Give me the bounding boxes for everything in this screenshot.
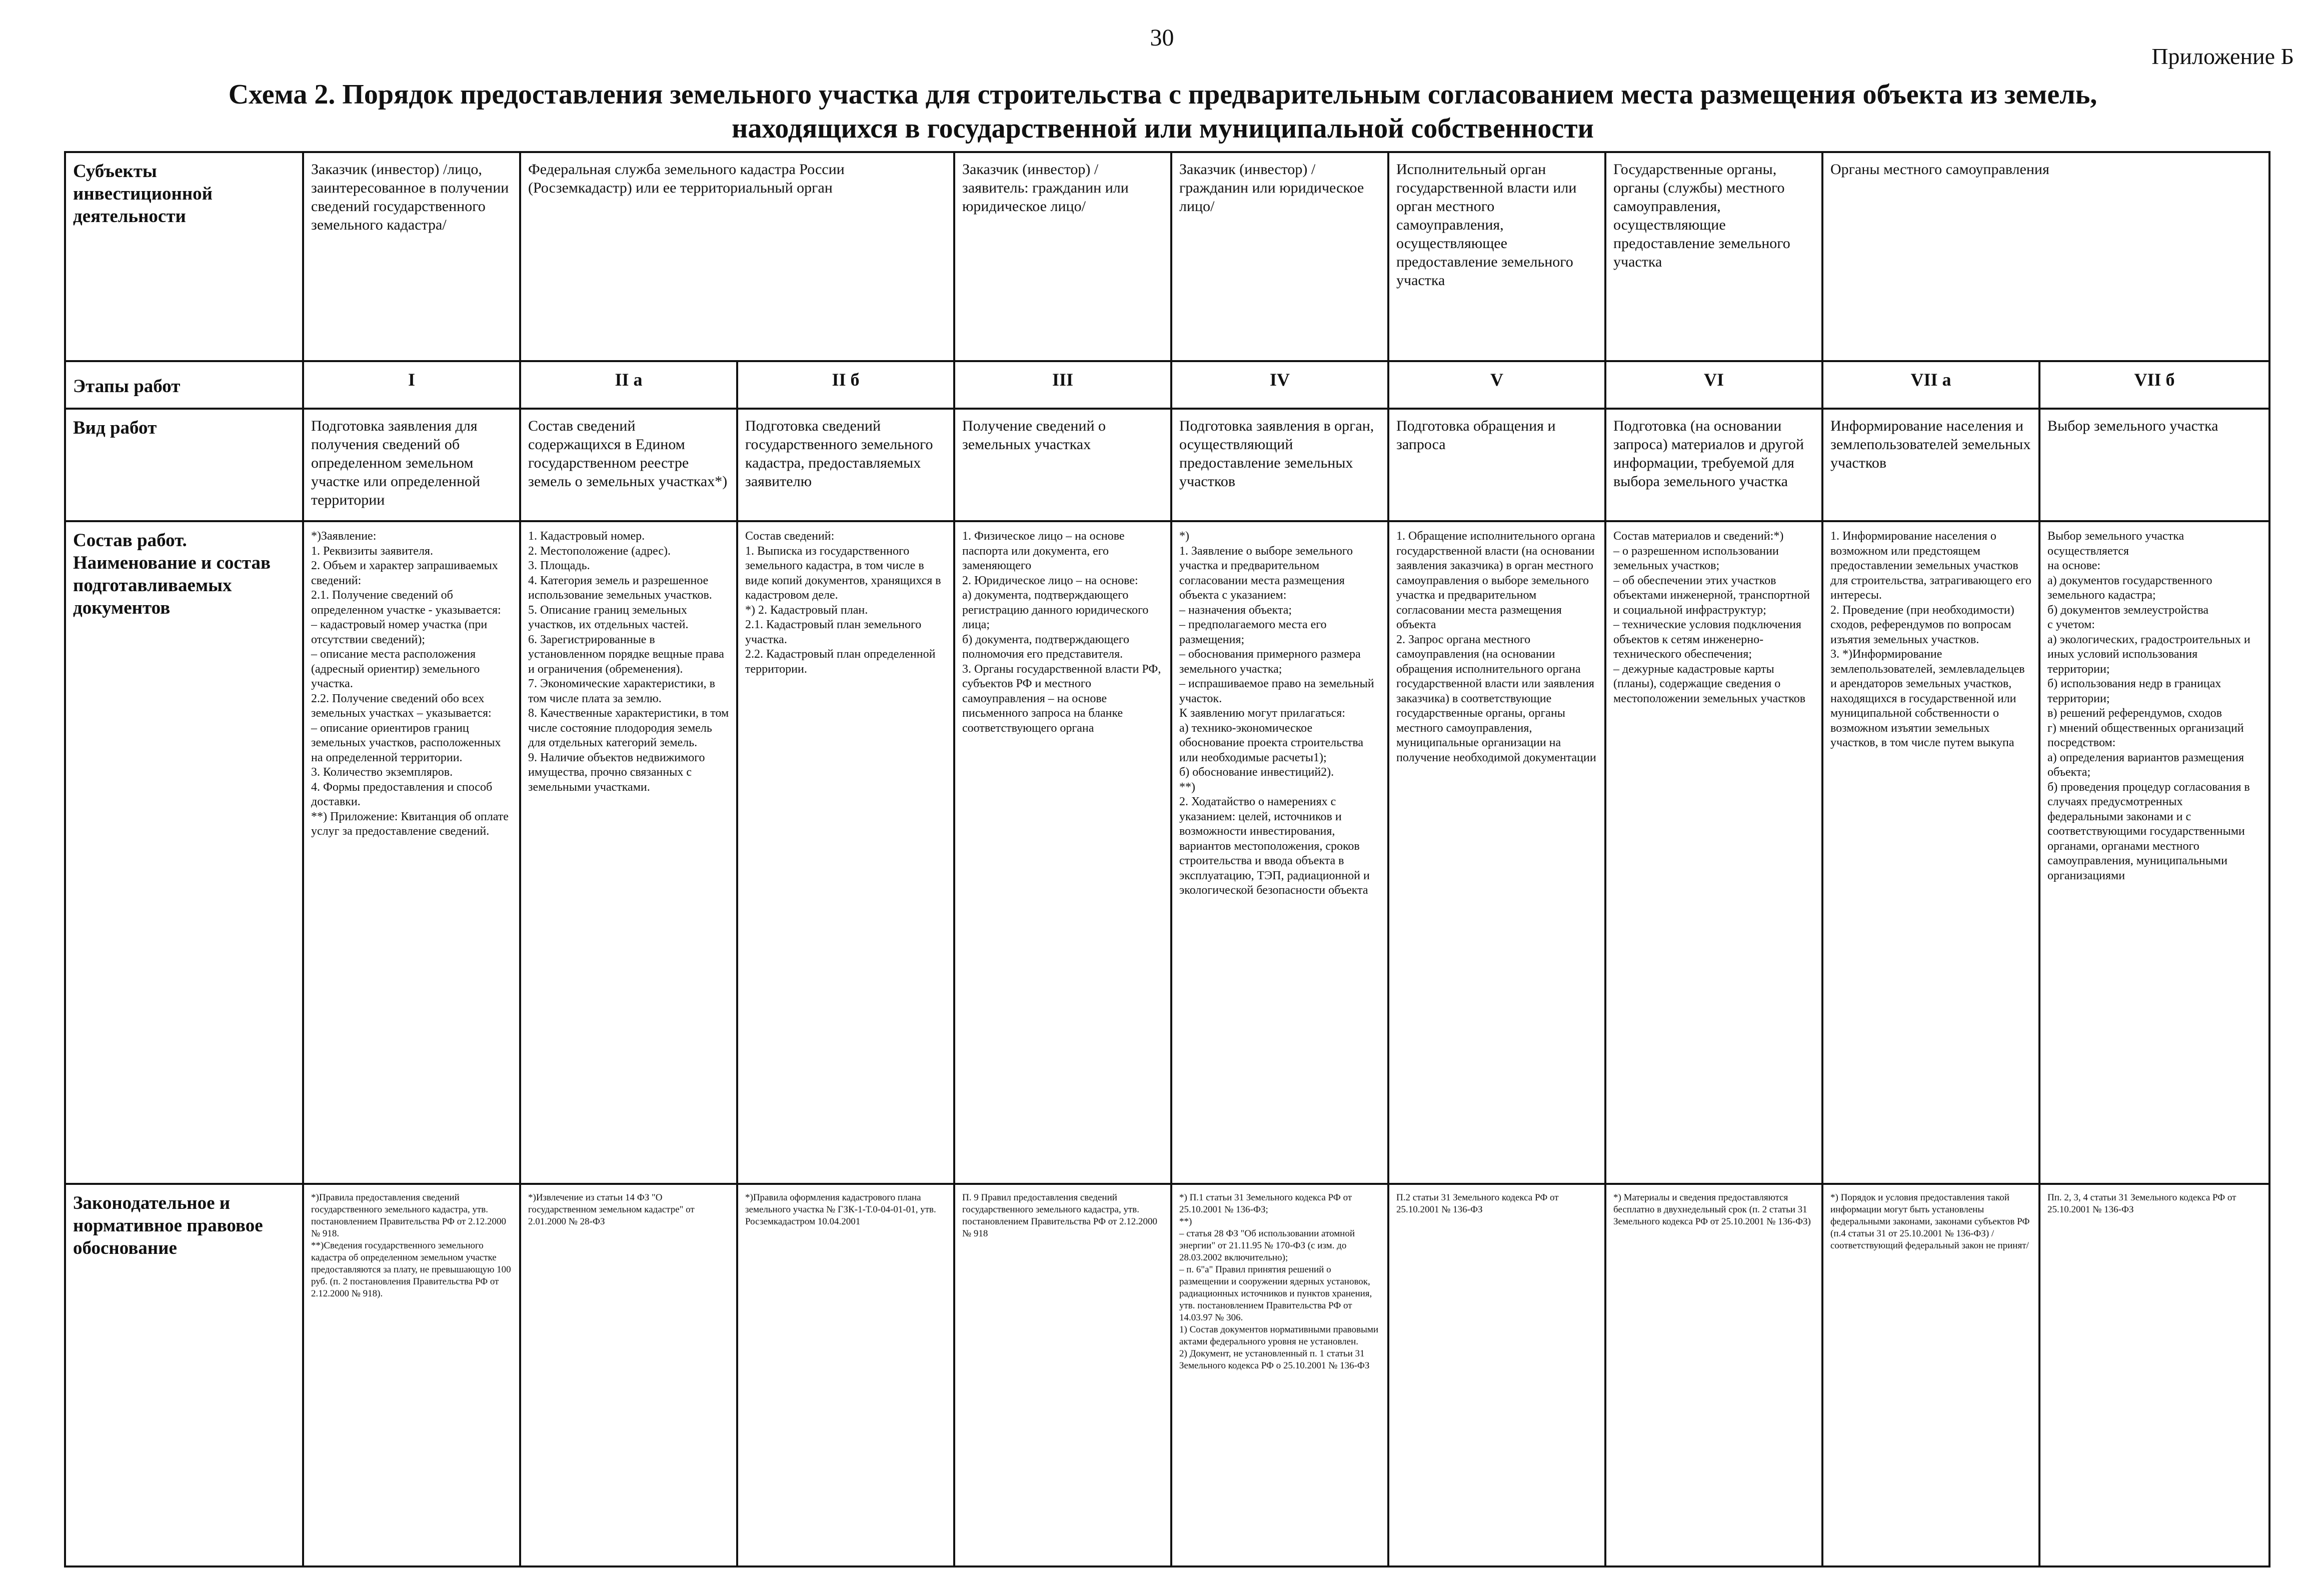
composition-item: а) документа, подтверждающего регистрацию данного юридического лица; — [962, 589, 1149, 631]
title-line-1: Схема 2. Порядок предоставления земельного участка для строительства с предварительным согласованием места размещения объекта из земель, — [228, 79, 2097, 110]
legal-item: **) — [1179, 1216, 1192, 1227]
composition-cell-3 — [737, 521, 954, 1184]
composition-row — [65, 521, 2269, 1184]
composition-item: г) мнений общественных организаций — [2047, 721, 2244, 735]
stage-cell: VII б — [2039, 361, 2269, 409]
composition-cell-6 — [1388, 521, 1605, 1184]
legal-item: *) Порядок и условия предоставления такой информации могут быть установлены федеральными законами, законами субъектов РФ (п.4 статьи 31 от 25.10.2001 № 136-ФЗ) /соответствующий федеральный закон не принят/ — [1830, 1192, 2030, 1251]
stage-cell: IV — [1171, 361, 1388, 409]
legal-cell-9 — [2039, 1184, 2269, 1566]
composition-item: 2. Объем и характер запрашиваемых сведений: — [311, 559, 498, 587]
work-type-cell: Получение сведений о земельных участках — [954, 409, 1171, 521]
legal-cell-7 — [1605, 1184, 1822, 1566]
subject-rosznemkadastr: Федеральная служба земельного кадастра России (Росземкадастр) или ее территориальный орган — [520, 152, 954, 361]
legal-cell-4 — [954, 1184, 1171, 1566]
scheme-table — [64, 151, 2270, 1567]
page-number: 30 — [1150, 25, 1174, 51]
composition-item: 4. Категория земель и разрешенное использование земельных участков. — [528, 574, 712, 602]
composition-item: 3. Количество экземпляров. — [311, 766, 453, 779]
composition-item: – предполагаемого места его размещения; — [1179, 618, 1327, 646]
composition-item: *)Заявление: — [311, 530, 377, 543]
composition-item: – об обеспечении этих участков объектами инженерной, транспортной и социальной инфраструктур; — [1613, 574, 1810, 617]
stage-cell: VI — [1605, 361, 1822, 409]
composition-item: *) — [1179, 530, 1189, 543]
composition-item: 2.1. Кадастровый план земельного участка. — [745, 618, 922, 646]
subject-executive-body: Исполнительный орган государственной власти или орган местного самоуправления, осуществляющее предоставление земельного участка — [1388, 152, 1605, 361]
composition-item: 1. Информирование населения о возможном или предстоящем предоставлении земельных участков для строительства, затрагивающего его интересы. — [1830, 530, 2031, 602]
legal-item: *) Материалы и сведения предоставляются бесплатно в двухнедельный срок (п. 2 статьи 31 Земельного кодекса РФ от 25.10.2001 № 136-ФЗ) — [1613, 1192, 1811, 1227]
legal-cell-8 — [1822, 1184, 2039, 1566]
work-type-cell: Информирование населения и землепользователей земельных участков — [1822, 409, 2039, 521]
composition-item: 2. Ходатайство о намерениях с указанием: целей, источников и возможности инвестирования, вариантов местоположения, сроков строительства и ввода объекта в эксплуатацию, ТЭП, радиационной и экологической безопасности объекта — [1179, 795, 1370, 897]
composition-item: – о разрешенном использовании земельных участков; — [1613, 544, 1779, 572]
legal-item: *)Правила предоставления сведений государственного земельного кадастра, утв. постановлением Правительства РФ от 2.12.2000 № 918. — [311, 1192, 507, 1239]
composition-cell-7 — [1605, 521, 1822, 1184]
composition-item: 2. Проведение (при необходимости) сходов, референдумов по вопросам изъятия земельных участков. — [1830, 603, 2014, 646]
work-type-cell: Выбор земельного участка — [2039, 409, 2269, 521]
subject-customer-4: Заказчик (инвестор) /гражданин или юридическое лицо/ — [1171, 152, 1388, 361]
composition-item: 2.1. Получение сведений об определенном участке - указывается: — [311, 589, 501, 617]
legal-cell-3 — [737, 1184, 954, 1566]
composition-cell-4 — [954, 521, 1171, 1184]
composition-item: **) Приложение: Квитанция об оплате услуг за предоставление сведений. — [311, 810, 509, 838]
work-type-row — [65, 409, 2269, 521]
composition-item: – описание места расположения (адресный ориентир) земельного участка. — [311, 648, 480, 690]
legal-item: *)Правила оформления кадастрового плана земельного участка № ГЗК-1-Т.0-04-01-01, утв. Росземкадастром 10.04.2001 — [745, 1192, 936, 1227]
stage-cell: II а — [520, 361, 737, 409]
composition-item: 3. *)Информирование землепользователей, землевладельцев и арендаторов земельных участков, находящихся в государственной или муниципальной собственности о возможном изъятии земельных участков, в том числе путем выкупа — [1830, 648, 2025, 749]
composition-item: а) экологических, градостроительных и иных условий использования территории; — [2047, 633, 2250, 676]
composition-item: Состав сведений: — [745, 530, 835, 543]
work-type-cell: Подготовка сведений государственного земельного кадастра, предоставляемых заявителю — [737, 409, 954, 521]
legal-item: **)Сведения государственного земельного кадастра об определенном земельном участке предоставляются за плату, не превышающую 100 руб. (п. 2 постановления Правительства РФ от 2.12.2000 № 918). — [311, 1240, 511, 1299]
work-type-cell: Подготовка заявления для получения сведений об определенном земельном участке или определенной территории — [303, 409, 520, 521]
stage-cell: V — [1388, 361, 1605, 409]
work-type-cell: Подготовка (на основании запроса) материалов и другой информации, требуемой для выбора земельного участка — [1605, 409, 1822, 521]
composition-item: – дежурные кадастровые карты (планы), содержащие сведения о местоположении земельных участков — [1613, 662, 1806, 705]
composition-item: 3. Органы государственной власти РФ, субъектов РФ и местного самоуправления – на основе письменного запроса на бланке соответствующего органа — [962, 662, 1161, 735]
composition-item: 2. Запрос органа местного самоуправления (на основании обращения исполнительного органа государственной власти или заявления заказчика) в соответствующие государственные органы, органы местного самоуправления, муниципальные организации на получение необходимой документации — [1396, 633, 1596, 764]
composition-item: 2. Местоположение (адрес). — [528, 544, 671, 558]
composition-cell-8 — [1822, 521, 2039, 1184]
composition-item: 9. Наличие объектов недвижимого имущества, прочно связанных с земельными участками. — [528, 751, 705, 794]
composition-item: **) — [1179, 780, 1195, 794]
row-label-subjects: Субъекты инвестиционной деятельности — [65, 152, 303, 361]
composition-item: Состав материалов и сведений:*) — [1613, 530, 1784, 543]
composition-item: б) использования недр в границах территории; — [2047, 677, 2221, 705]
composition-item: К заявлению могут прилагаться: — [1179, 707, 1345, 720]
composition-item: – описание ориентиров границ земельных участков, расположенных на определенной территории. — [311, 721, 501, 764]
legal-item: 2) Документ, не установленный п. 1 статьи 31 Земельного кодекса РФ о 25.10.2001 № 136-ФЗ — [1179, 1348, 1370, 1371]
composition-item: 1. Обращение исполнительного органа государственной власти (на основании заявления заказчика) в орган местного самоуправления о выборе земельного участка и предварительном согласовании места размещения объекта — [1396, 530, 1595, 631]
composition-item: 3. Площадь. — [528, 559, 590, 572]
legal-item: 1) Состав документов нормативными правовыми актами федерального уровня не установлен. — [1179, 1324, 1379, 1347]
stage-cell: I — [303, 361, 520, 409]
composition-item: а) технико-экономическое обоснование проекта строительства или необходимые расчеты1); — [1179, 721, 1364, 764]
composition-item: 2. Юридическое лицо – на основе: — [962, 574, 1138, 587]
composition-item: б) документов землеустройства — [2047, 603, 2209, 617]
composition-item: 1. Реквизиты заявителя. — [311, 544, 433, 558]
subject-local-government: Органы местного самоуправления — [1822, 152, 2269, 361]
legal-item: *) П.1 статьи 31 Земельного кодекса РФ от 25.10.2001 № 136-ФЗ; — [1179, 1192, 1352, 1215]
composition-item: – испрашиваемое право на земельный участок. — [1179, 677, 1374, 705]
legal-cell-6 — [1388, 1184, 1605, 1566]
composition-item: 1. Заявление о выборе земельного участка и предварительном согласовании места размещения объекта с указанием: — [1179, 544, 1353, 602]
legal-cell-2 — [520, 1184, 737, 1566]
composition-item: б) проведения процедур согласования в случаях предусмотренных федеральными законами и с соответствующими государственными органами, органами местного самоуправления, муниципальными организациями — [2047, 780, 2250, 882]
stage-cell: III — [954, 361, 1171, 409]
stages-row — [65, 361, 2269, 409]
composition-cell-5 — [1171, 521, 1388, 1184]
composition-item: а) документов государственного земельного кадастра; — [2047, 574, 2212, 602]
composition-item: – обоснования примерного размера земельного участка; — [1179, 648, 1361, 676]
row-label-legal: Законодательное и нормативное правовое обоснование — [65, 1184, 303, 1566]
composition-item: посредством: — [2047, 736, 2116, 749]
legal-item: – п. 6"а" Правил принятия решений о размещении и сооружении ядерных установок, радиационных источников и пунктов хранения, утв. постановлением Правительства РФ от 14.03.97 № 306. — [1179, 1264, 1372, 1323]
composition-item: с учетом: — [2047, 618, 2095, 631]
composition-item: в) решений референдумов, сходов — [2047, 707, 2222, 720]
legal-item: – статья 28 ФЗ "Об использовании атомной энергии" от 21.11.95 № 170-ФЗ (с изм. до 28.03.2002 включительно); — [1179, 1228, 1355, 1263]
composition-item: 1. Кадастровый номер. — [528, 530, 645, 543]
composition-item: 2.2. Кадастровый план определенной территории. — [745, 648, 936, 676]
stage-cell: VII а — [1822, 361, 2039, 409]
subject-customer-1: Заказчик (инвестор) /лицо, заинтересованное в получении сведений государственного земельного кадастра/ — [303, 152, 520, 361]
composition-item: 5. Описание границ земельных участков, их отдельных частей. — [528, 603, 689, 631]
composition-item: 1. Выписка из государственного земельного кадастра, в том числе в виде копий документов, хранящихся в кадастровом деле. — [745, 544, 941, 602]
legal-item: П.2 статьи 31 Земельного кодекса РФ от 25.10.2001 № 136-ФЗ — [1396, 1192, 1559, 1215]
composition-item: – назначения объекта; — [1179, 603, 1292, 617]
row-label-stages: Этапы работ — [65, 361, 303, 409]
legal-item: П. 9 Правил предоставления сведений государственного земельного кадастра, утв. постановлением Правительства РФ от 2.12.2000 № 918 — [962, 1192, 1158, 1239]
composition-item: б) документа, подтверждающего полномочия его представителя. — [962, 633, 1129, 661]
row-label-work-type: Вид работ — [65, 409, 303, 521]
subject-state-bodies: Государственные органы, органы (службы) местного самоуправления, осуществляющие предоставление земельного участка — [1605, 152, 1822, 361]
composition-item: 7. Экономические характеристики, в том числе плата за землю. — [528, 677, 715, 705]
legal-cell-5 — [1171, 1184, 1388, 1566]
legal-item: Пп. 2, 3, 4 статьи 31 Земельного кодекса РФ от 25.10.2001 № 136-ФЗ — [2047, 1192, 2236, 1215]
composition-item: *) 2. Кадастровый план. — [745, 603, 868, 617]
row-label-composition: Состав работ. Наименование и состав подготавливаемых документов — [65, 521, 303, 1184]
legal-cell-1 — [303, 1184, 520, 1566]
composition-cell-2 — [520, 521, 737, 1184]
composition-item: 4. Формы предоставления и способ доставки. — [311, 780, 493, 808]
composition-item: – технические условия подключения объектов к сетям инженерно-технического обеспечения; — [1613, 618, 1801, 661]
composition-item: 1. Физическое лицо – на основе паспорта или документа, его заменяющего — [962, 530, 1125, 572]
composition-item: б) обоснование инвестиций2). — [1179, 766, 1334, 779]
legal-row — [65, 1184, 2269, 1566]
stage-cell: II б — [737, 361, 954, 409]
work-type-cell: Состав сведений содержащихся в Едином государственном реестре земель о земельных участках*) — [520, 409, 737, 521]
composition-item: 8. Качественные характеристики, в том числе состояние плодородия земель для отдельных категорий земель. — [528, 707, 729, 749]
composition-item: – кадастровый номер участка (при отсутствии сведений); — [311, 618, 488, 646]
legal-item: *)Извлечение из статьи 14 ФЗ "О государственном земельном кадастре" от 2.01.2000 № 28-ФЗ — [528, 1192, 695, 1227]
title-line-2: находящихся в государственной или муниципальной собственности — [732, 113, 1594, 144]
composition-item: Выбор земельного участка осуществляется — [2047, 530, 2184, 558]
work-type-cell: Подготовка обращения и запроса — [1388, 409, 1605, 521]
composition-item: а) определения вариантов размещения объекта; — [2047, 751, 2244, 779]
document-title — [70, 78, 2255, 146]
composition-item: на основе: — [2047, 559, 2101, 572]
appendix-label: Приложение Б — [2151, 44, 2294, 69]
subject-customer-3: Заказчик (инвестор) /заявитель: гражданин или юридическое лицо/ — [954, 152, 1171, 361]
work-type-cell: Подготовка заявления в орган, осуществляющий предоставление земельных участков — [1171, 409, 1388, 521]
composition-cell-1 — [303, 521, 520, 1184]
composition-cell-9 — [2039, 521, 2269, 1184]
composition-item: 6. Зарегистрированные в установленном порядке вещные права и ограничения (обременения). — [528, 633, 724, 676]
composition-item: 2.2. Получение сведений обо всех земельных участках – указывается: — [311, 692, 492, 720]
subjects-row — [65, 152, 2269, 361]
